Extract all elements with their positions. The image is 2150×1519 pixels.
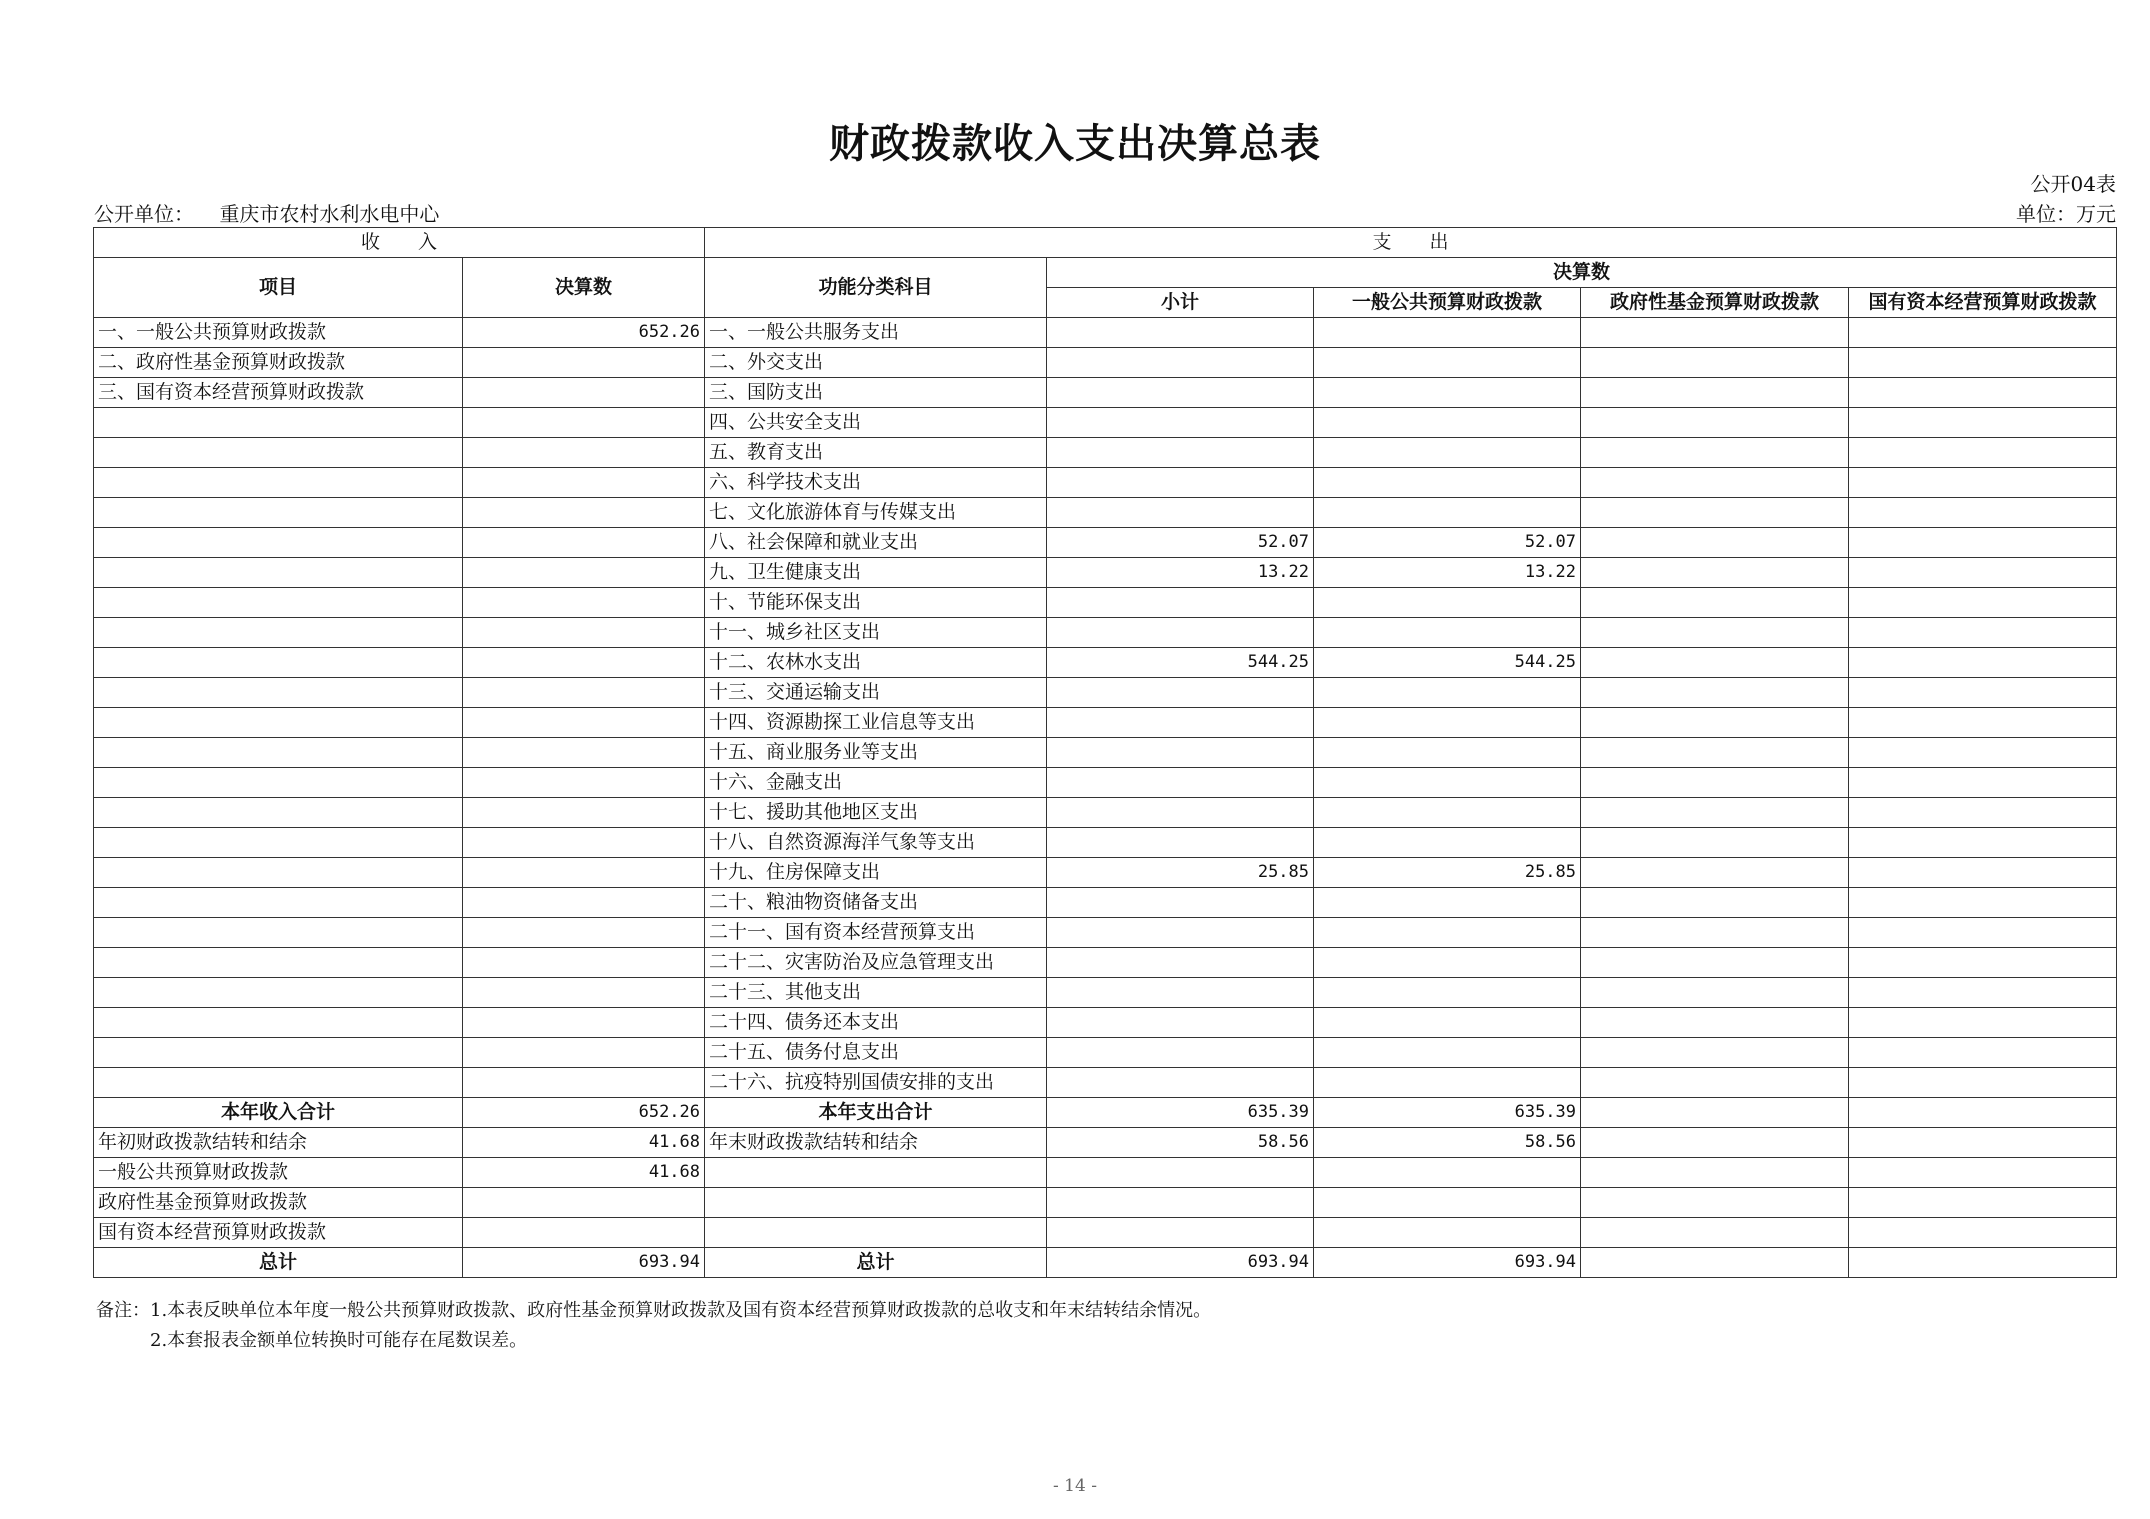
- table-row: [94, 858, 2117, 888]
- empty-cell: [705, 1158, 1047, 1188]
- table-row: [94, 438, 2117, 468]
- subtotal-header: 小计: [1047, 288, 1314, 318]
- empty-cell: [1314, 1158, 1581, 1188]
- empty-cell: [94, 528, 463, 558]
- expense-fund: [1581, 318, 1849, 348]
- expense-fund: [1581, 498, 1849, 528]
- expense-fund: [1581, 708, 1849, 738]
- state-header: 国有资本经营预算财政拨款: [1849, 288, 2117, 318]
- expense-subtotal: [1047, 1038, 1314, 1068]
- expense-general: [1314, 828, 1581, 858]
- table-row: [94, 468, 2117, 498]
- expense-state: [1849, 408, 2117, 438]
- expense-general: [1314, 468, 1581, 498]
- empty-cell: [463, 498, 705, 528]
- expense-subtotal: [1047, 408, 1314, 438]
- empty-cell: [94, 978, 463, 1008]
- expense-fund: [1581, 828, 1849, 858]
- expense-item-label: 九、卫生健康支出: [705, 558, 1047, 588]
- expense-item-label: 二十五、债务付息支出: [705, 1038, 1047, 1068]
- expense-state: [1849, 888, 2117, 918]
- grand-total-subtotal: 693.94: [1047, 1248, 1314, 1278]
- expense-item-label: 一、一般公共服务支出: [705, 318, 1047, 348]
- currency-unit: 单位：万元: [2016, 202, 2116, 226]
- empty-cell: [463, 948, 705, 978]
- income-total-label: 本年收入合计: [94, 1098, 463, 1128]
- note-1: 备注：1.本表反映单位本年度一般公共预算财政拨款、政府性基金预算财政拨款及国有资本经营预算财政拨款的总收支和年末结转结余情况。: [96, 1300, 1212, 1321]
- empty-cell: [463, 588, 705, 618]
- expense-item-label: 二十三、其他支出: [705, 978, 1047, 1008]
- expense-general: [1314, 408, 1581, 438]
- empty-cell: [705, 1218, 1047, 1248]
- empty-cell: [463, 678, 705, 708]
- expense-subtotal: [1047, 588, 1314, 618]
- expense-general: [1314, 798, 1581, 828]
- table-row: [94, 948, 2117, 978]
- expense-item-label: 十、节能环保支出: [705, 588, 1047, 618]
- func-category-header: 功能分类科目: [705, 258, 1047, 318]
- empty-cell: [463, 978, 705, 1008]
- empty-cell: [463, 768, 705, 798]
- table-row: [94, 768, 2117, 798]
- header-row-1: [94, 228, 2117, 258]
- expense-item-label: 二十二、灾害防治及应急管理支出: [705, 948, 1047, 978]
- expense-state: [1849, 528, 2117, 558]
- empty-cell: [94, 888, 463, 918]
- table-row: [94, 498, 2117, 528]
- income-item-value: 652.26: [463, 318, 705, 348]
- expense-general: [1314, 1068, 1581, 1098]
- carryover-out-general: 58.56: [1314, 1128, 1581, 1158]
- expense-subtotal: [1047, 618, 1314, 648]
- unit-info: [94, 198, 439, 227]
- expense-general: [1314, 498, 1581, 528]
- expense-item-label: 十九、住房保障支出: [705, 858, 1047, 888]
- expense-general: [1314, 438, 1581, 468]
- expense-fund: [1581, 528, 1849, 558]
- expense-item-label: 三、国防支出: [705, 378, 1047, 408]
- expense-subtotal: [1047, 978, 1314, 1008]
- expense-fund: [1581, 738, 1849, 768]
- expense-subtotal: 544.25: [1047, 648, 1314, 678]
- grand-total-income: 693.94: [463, 1248, 705, 1278]
- empty-cell: [1314, 1188, 1581, 1218]
- table-row: [94, 528, 2117, 558]
- empty-cell: [94, 618, 463, 648]
- empty-cell: [705, 1188, 1047, 1218]
- empty-cell: [1581, 1218, 1849, 1248]
- table-row: [94, 678, 2117, 708]
- expense-fund: [1581, 678, 1849, 708]
- empty-cell: [94, 648, 463, 678]
- income-item-value: [463, 378, 705, 408]
- header-row-2: [94, 258, 2117, 288]
- expense-fund: [1581, 918, 1849, 948]
- expense-item-label: 四、公共安全支出: [705, 408, 1047, 438]
- empty-cell: [463, 648, 705, 678]
- expense-subtotal: [1047, 378, 1314, 408]
- table-row: [94, 918, 2117, 948]
- expense-fund: [1581, 618, 1849, 648]
- carryover-sub-value: 41.68: [463, 1158, 705, 1188]
- budget-table: [93, 227, 2117, 1278]
- expense-state: [1849, 1038, 2117, 1068]
- expense-item-label: 十七、援助其他地区支出: [705, 798, 1047, 828]
- expense-general: [1314, 378, 1581, 408]
- expense-subtotal: [1047, 468, 1314, 498]
- table-row: [94, 1068, 2117, 1098]
- expense-general: [1314, 918, 1581, 948]
- table-row: [94, 828, 2117, 858]
- expense-item-label: 十五、商业服务业等支出: [705, 738, 1047, 768]
- carryover-sub-row: [94, 1158, 2117, 1188]
- expense-fund: [1581, 408, 1849, 438]
- empty-cell: [1849, 1248, 2117, 1278]
- grand-total-general: 693.94: [1314, 1248, 1581, 1278]
- expense-state: [1849, 768, 2117, 798]
- income-item-label: 三、国有资本经营预算财政拨款: [94, 378, 463, 408]
- fund-header: 政府性基金预算财政拨款: [1581, 288, 1849, 318]
- empty-cell: [94, 1038, 463, 1068]
- note-2: 2.本套报表金额单位转换时可能存在尾数误差。: [150, 1330, 528, 1351]
- expense-fund: [1581, 768, 1849, 798]
- final-header: 决算数: [1047, 258, 2117, 288]
- expense-general: [1314, 978, 1581, 1008]
- empty-cell: [1047, 1188, 1314, 1218]
- empty-cell: [463, 1008, 705, 1038]
- empty-cell: [463, 858, 705, 888]
- page-number: - 14 -: [1053, 1476, 1097, 1496]
- expense-item-label: 二十一、国有资本经营预算支出: [705, 918, 1047, 948]
- expense-general: [1314, 738, 1581, 768]
- empty-cell: [463, 468, 705, 498]
- expense-subtotal: [1047, 1068, 1314, 1098]
- table-row: [94, 618, 2117, 648]
- income-item-label: 一、一般公共预算财政拨款: [94, 318, 463, 348]
- expense-total-general: 635.39: [1314, 1098, 1581, 1128]
- empty-cell: [463, 408, 705, 438]
- expense-general: 544.25: [1314, 648, 1581, 678]
- expense-item-label: 十四、资源勘探工业信息等支出: [705, 708, 1047, 738]
- grand-total-label: 总计: [705, 1248, 1047, 1278]
- carryover-in-value: 41.68: [463, 1128, 705, 1158]
- income-header: 收 入: [94, 228, 705, 258]
- empty-cell: [1047, 1158, 1314, 1188]
- carryover-sub-value: [463, 1188, 705, 1218]
- amount-header: 决算数: [463, 258, 705, 318]
- unit-name: 重庆市农村水利水电中心: [219, 202, 440, 226]
- expense-subtotal: [1047, 318, 1314, 348]
- table-row: [94, 408, 2117, 438]
- expense-state: [1849, 468, 2117, 498]
- grand-total-row: [94, 1248, 2117, 1278]
- expense-subtotal: [1047, 438, 1314, 468]
- empty-cell: [463, 528, 705, 558]
- expense-item-label: 二、外交支出: [705, 348, 1047, 378]
- empty-cell: [463, 438, 705, 468]
- year-total-row: [94, 1098, 2117, 1128]
- expense-state: [1849, 708, 2117, 738]
- income-item-label: 二、政府性基金预算财政拨款: [94, 348, 463, 378]
- expense-subtotal: [1047, 888, 1314, 918]
- expense-subtotal: [1047, 708, 1314, 738]
- table-row: [94, 558, 2117, 588]
- expense-item-label: 七、文化旅游体育与传媒支出: [705, 498, 1047, 528]
- table-number: 公开04表: [2030, 172, 2116, 196]
- table-row: [94, 348, 2117, 378]
- expense-state: [1849, 438, 2117, 468]
- expense-fund: [1581, 588, 1849, 618]
- carryover-out-label: 年末财政拨款结转和结余: [705, 1128, 1047, 1158]
- expense-general: 25.85: [1314, 858, 1581, 888]
- expense-general: [1314, 348, 1581, 378]
- empty-cell: [1581, 1158, 1849, 1188]
- empty-cell: [94, 678, 463, 708]
- empty-cell: [94, 918, 463, 948]
- expense-general: [1314, 768, 1581, 798]
- expense-fund: [1581, 468, 1849, 498]
- expense-fund: [1581, 1068, 1849, 1098]
- income-total-value: 652.26: [463, 1098, 705, 1128]
- expense-state: [1849, 858, 2117, 888]
- expense-state: [1849, 648, 2117, 678]
- expense-state: [1849, 978, 2117, 1008]
- notes: [96, 1296, 1211, 1356]
- empty-cell: [463, 918, 705, 948]
- unit-row: [94, 198, 2116, 226]
- expense-state: [1849, 678, 2117, 708]
- empty-cell: [1849, 1218, 2117, 1248]
- income-item-value: [463, 348, 705, 378]
- expense-fund: [1581, 858, 1849, 888]
- expense-general: 52.07: [1314, 528, 1581, 558]
- expense-item-label: 十二、农林水支出: [705, 648, 1047, 678]
- general-header: 一般公共预算财政拨款: [1314, 288, 1581, 318]
- empty-cell: [1314, 1218, 1581, 1248]
- expense-item-label: 二十、粮油物资储备支出: [705, 888, 1047, 918]
- empty-cell: [94, 468, 463, 498]
- expense-subtotal: [1047, 678, 1314, 708]
- empty-cell: [1849, 1128, 2117, 1158]
- empty-cell: [1047, 1218, 1314, 1248]
- expense-header: 支 出: [705, 228, 2117, 258]
- expense-fund: [1581, 378, 1849, 408]
- carryover-in-label: 年初财政拨款结转和结余: [94, 1128, 463, 1158]
- empty-cell: [1849, 1158, 2117, 1188]
- expense-general: [1314, 318, 1581, 348]
- empty-cell: [94, 558, 463, 588]
- item-header: 项目: [94, 258, 463, 318]
- expense-state: [1849, 498, 2117, 528]
- expense-subtotal: [1047, 348, 1314, 378]
- table-row: [94, 798, 2117, 828]
- carryover-sub-row: [94, 1218, 2117, 1248]
- empty-cell: [94, 1068, 463, 1098]
- table-row: [94, 588, 2117, 618]
- expense-fund: [1581, 648, 1849, 678]
- carryover-sub-label: 一般公共预算财政拨款: [94, 1158, 463, 1188]
- expense-subtotal: [1047, 738, 1314, 768]
- table-body: [94, 228, 2117, 1278]
- expense-state: [1849, 558, 2117, 588]
- empty-cell: [94, 498, 463, 528]
- carryover-sub-row: [94, 1188, 2117, 1218]
- expense-fund: [1581, 948, 1849, 978]
- empty-cell: [463, 618, 705, 648]
- empty-cell: [94, 708, 463, 738]
- expense-state: [1849, 318, 2117, 348]
- expense-fund: [1581, 1008, 1849, 1038]
- expense-item-label: 五、教育支出: [705, 438, 1047, 468]
- empty-cell: [94, 828, 463, 858]
- empty-cell: [94, 768, 463, 798]
- empty-cell: [463, 1068, 705, 1098]
- expense-item-label: 十八、自然资源海洋气象等支出: [705, 828, 1047, 858]
- carryover-out-subtotal: 58.56: [1047, 1128, 1314, 1158]
- empty-cell: [94, 1008, 463, 1038]
- expense-state: [1849, 618, 2117, 648]
- carryover-sub-value: [463, 1218, 705, 1248]
- empty-cell: [463, 738, 705, 768]
- carryover-row: [94, 1128, 2117, 1158]
- expense-fund: [1581, 438, 1849, 468]
- grand-total-label: 总计: [94, 1248, 463, 1278]
- empty-cell: [94, 858, 463, 888]
- table-row: [94, 708, 2117, 738]
- empty-cell: [1581, 1248, 1849, 1278]
- expense-item-label: 二十四、债务还本支出: [705, 1008, 1047, 1038]
- expense-state: [1849, 378, 2117, 408]
- expense-general: [1314, 588, 1581, 618]
- expense-subtotal: 25.85: [1047, 858, 1314, 888]
- expense-fund: [1581, 798, 1849, 828]
- expense-state: [1849, 918, 2117, 948]
- expense-state: [1849, 738, 2117, 768]
- expense-subtotal: [1047, 798, 1314, 828]
- expense-item-label: 十六、金融支出: [705, 768, 1047, 798]
- expense-general: [1314, 888, 1581, 918]
- empty-cell: [94, 438, 463, 468]
- expense-fund: [1581, 348, 1849, 378]
- empty-cell: [463, 1038, 705, 1068]
- expense-item-label: 十三、交通运输支出: [705, 678, 1047, 708]
- empty-cell: [463, 558, 705, 588]
- expense-item-label: 六、科学技术支出: [705, 468, 1047, 498]
- empty-cell: [94, 588, 463, 618]
- empty-cell: [463, 798, 705, 828]
- table-row: [94, 1038, 2117, 1068]
- table-row: [94, 318, 2117, 348]
- empty-cell: [1849, 1098, 2117, 1128]
- expense-state: [1849, 1068, 2117, 1098]
- expense-subtotal: [1047, 768, 1314, 798]
- page-title: 财政拨款收入支出决算总表: [829, 120, 1321, 167]
- expense-item-label: 十一、城乡社区支出: [705, 618, 1047, 648]
- empty-cell: [1849, 1188, 2117, 1218]
- expense-general: [1314, 1038, 1581, 1068]
- carryover-sub-label: 政府性基金预算财政拨款: [94, 1188, 463, 1218]
- expense-general: [1314, 678, 1581, 708]
- expense-subtotal: [1047, 948, 1314, 978]
- expense-general: 13.22: [1314, 558, 1581, 588]
- empty-cell: [463, 708, 705, 738]
- expense-fund: [1581, 558, 1849, 588]
- empty-cell: [1581, 1188, 1849, 1218]
- expense-general: [1314, 618, 1581, 648]
- empty-cell: [463, 888, 705, 918]
- expense-state: [1849, 588, 2117, 618]
- empty-cell: [94, 408, 463, 438]
- expense-fund: [1581, 888, 1849, 918]
- table-row: [94, 1008, 2117, 1038]
- empty-cell: [1581, 1098, 1849, 1128]
- expense-total-subtotal: 635.39: [1047, 1098, 1314, 1128]
- expense-subtotal: 52.07: [1047, 528, 1314, 558]
- expense-fund: [1581, 1038, 1849, 1068]
- expense-general: [1314, 948, 1581, 978]
- expense-subtotal: [1047, 498, 1314, 528]
- expense-subtotal: [1047, 918, 1314, 948]
- table-row: [94, 648, 2117, 678]
- expense-state: [1849, 798, 2117, 828]
- expense-subtotal: [1047, 1008, 1314, 1038]
- expense-fund: [1581, 978, 1849, 1008]
- expense-general: [1314, 708, 1581, 738]
- unit-label: 公开单位：: [94, 202, 194, 226]
- expense-state: [1849, 1008, 2117, 1038]
- expense-state: [1849, 948, 2117, 978]
- empty-cell: [463, 828, 705, 858]
- expense-item-label: 二十六、抗疫特别国债安排的支出: [705, 1068, 1047, 1098]
- expense-general: [1314, 1008, 1581, 1038]
- expense-state: [1849, 348, 2117, 378]
- table-row: [94, 888, 2117, 918]
- empty-cell: [1581, 1128, 1849, 1158]
- table-row: [94, 378, 2117, 408]
- expense-total-label: 本年支出合计: [705, 1098, 1047, 1128]
- expense-subtotal: 13.22: [1047, 558, 1314, 588]
- expense-item-label: 八、社会保障和就业支出: [705, 528, 1047, 558]
- expense-subtotal: [1047, 828, 1314, 858]
- empty-cell: [94, 738, 463, 768]
- expense-state: [1849, 828, 2117, 858]
- table-row: [94, 738, 2117, 768]
- table-row: [94, 978, 2117, 1008]
- carryover-sub-label: 国有资本经营预算财政拨款: [94, 1218, 463, 1248]
- empty-cell: [94, 798, 463, 828]
- empty-cell: [94, 948, 463, 978]
